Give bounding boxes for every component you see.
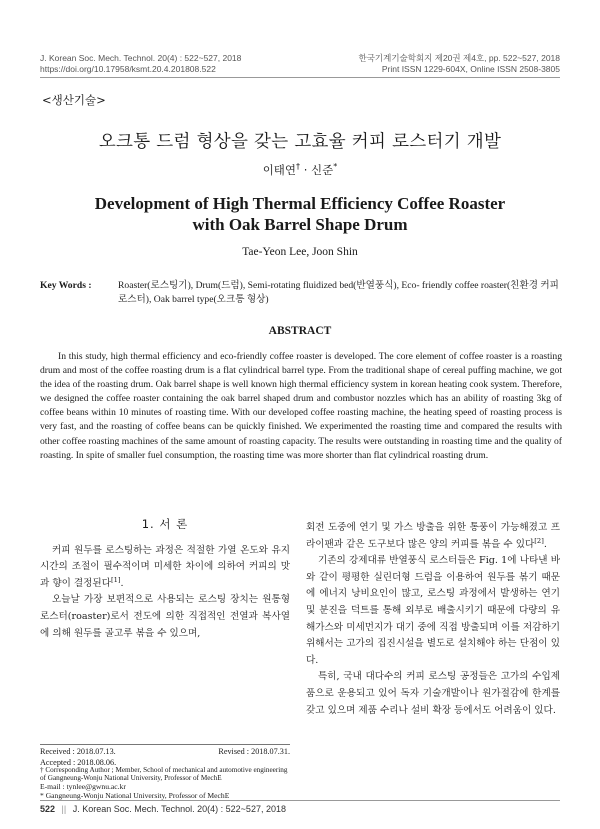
- author-mark: *: [333, 162, 338, 172]
- paragraph: [40, 543, 290, 593]
- title-english: [0, 193, 600, 235]
- paragraph-text: 회전 도중에 연기 및 가스 방출을 위한 통풍이 가능해졌고 프라이팬과 같은 도구보다 많은 양의 커피를 볶을 수 있다: [306, 522, 560, 550]
- keywords: [40, 279, 562, 307]
- right-column: [306, 520, 560, 719]
- corresponding-author: † Corresponding Author ; Member, School of mechanical and automotive engineering of Gangneung-Wonju National University, Professor of MechE: [40, 766, 288, 783]
- title-english-line: Development of High Thermal Efficiency Coffee Roaster: [94, 194, 506, 213]
- footnotes-extra: [40, 782, 290, 800]
- paragraph: 오늘날 가장 보편적으로 사용되는 로스팅 장치는 원통형 로스터(roaster)로서 전도에 의한 직접적인 전열과 복사열에 의해 원두를 골고루 볶을 수 있으며,: [40, 594, 290, 639]
- journal-citation-ko: 한국기계기술학회지 제20권 제4호, pp. 522~527, 2018: [358, 53, 560, 63]
- issn-info: Print ISSN 1229-604X, Online ISSN 2508-3805: [381, 64, 560, 74]
- left-column: [40, 516, 290, 642]
- paragraph: [306, 520, 560, 553]
- paragraph-end: .: [120, 577, 124, 589]
- paragraph: 특히, 국내 대다수의 커피 로스팅 공정들은 고가의 수입제품으로 운용되고 있어 독자 기술개발이나 원가절감에 한계를 갖고 있으며 제품 수리나 설비 확장 등에서도 어려움이 있다.: [306, 671, 560, 716]
- authors-korean: [0, 162, 600, 178]
- footer-citation: J. Korean Soc. Mech. Technol. 20(4) : 522~527, 2018: [72, 804, 286, 814]
- citation-ref[interactable]: [1]: [110, 575, 121, 584]
- footer-separator: ||: [61, 804, 67, 814]
- footnote-divider: [40, 744, 290, 745]
- revised-date: Revised : 2018.07.31.: [218, 747, 290, 756]
- title-english-line: with Oak Barrel Shape Drum: [192, 215, 408, 234]
- doi-link[interactable]: https://doi.org/10.17958/ksmt.20.4.201808.522: [40, 64, 216, 74]
- footnotes: [40, 747, 290, 768]
- accepted-date: Accepted : 2018.08.06.: [40, 757, 117, 767]
- header-divider: [40, 77, 560, 78]
- citation-ref[interactable]: [2]: [534, 536, 544, 545]
- page-number: 522: [40, 804, 56, 814]
- abstract-heading: ABSTRACT: [268, 325, 332, 337]
- section-heading-introduction: 1. 서 론: [141, 517, 189, 531]
- author-separator: ·: [300, 163, 312, 177]
- page-footer: [40, 804, 286, 814]
- paragraph-end: .: [543, 538, 547, 550]
- received-revised-row: [40, 747, 290, 758]
- journal-citation: J. Korean Soc. Mech. Technol. 20(4) : 522~527, 2018: [40, 53, 242, 63]
- footer-divider: [40, 800, 560, 801]
- keywords-text: Roaster(로스팅기), Drum(드럼), Semi-rotating fluidized bed(반열풍식), Eco- friendly coffee roaster(친환경 커피 로스터), Oak barrel type(오크통 형상): [118, 280, 559, 305]
- authors-english: Tae-Yeon Lee, Joon Shin: [242, 246, 358, 258]
- keywords-label: Key Words :: [40, 280, 92, 291]
- author-email[interactable]: E-mail : tynlee@gwnu.ac.kr: [40, 782, 126, 792]
- author-name: 신준: [311, 163, 334, 177]
- footnotes-authors: [40, 766, 290, 800]
- second-affiliation: * Gangneung-Wonju National University, Professor of MechE: [40, 791, 230, 801]
- author-mark: †: [296, 162, 301, 172]
- abstract-body: In this study, high thermal efficiency and eco-friendly coffee roaster is developed. The core element of coffee roaster is a roasting drum and most of the coffee roasting drum is a flat cylindrical barrel type. From the traditional shape of cereal puffing machine, we got the idea of the roasting drum. Oak barrel shape is well known high thermal efficiency system in korean heating cook system. Therefore, we designed the coffee roaster containing the oak barrel shaped drum and combustor nozzles which has an ability of roasting 3kg of coffee beans within 10 minutes of roasting time. With our developed coffee roasting machine, the heating speed of roasting process is very fast, and the roasting of coffee beans can be quickly finished. We experimented the roasting time and compared the results with other coffee roasting machines of the same amount of roasting capacity. The results were outstanding in roasting time and the quality of roasting. In spite of smaller fuel consumption, the roasting time was more shorter than flat cylindrical roasting drum.: [40, 351, 562, 461]
- author-name: 이태연: [262, 163, 297, 177]
- paragraph-text: 커피 원두를 로스팅하는 과정은 적절한 가열 온도와 유지 시간의 조절이 필수적이며 미세한 차이에 의하여 커피의 맛과 향이 결정된다: [40, 544, 290, 589]
- section-tag: <생산기술>: [42, 93, 106, 107]
- title-korean: 오크통 드럼 형상을 갖는 고효율 커피 로스터기 개발: [98, 132, 502, 152]
- paragraph: 기존의 강제대류 반열풍식 로스터들은 Fig. 1에 나타낸 바와 같이 평평한 실린더형 드럼을 이용하여 원두를 볶기 때문에 에너지 낭비요인이 많고, 로스팅 과정에서 발생하는 연기 및 분진을 덕트를 통해 외부로 배출시키기 때문에 다량의 유해가스와 미세먼지가 대기 중에 직접 방출되며 이를 저감하기 위해서는 고가의 집진시설을 별도로 설치해야 하는 단점이 있다.: [306, 555, 560, 666]
- received-date: Received : 2018.07.13.: [40, 747, 116, 756]
